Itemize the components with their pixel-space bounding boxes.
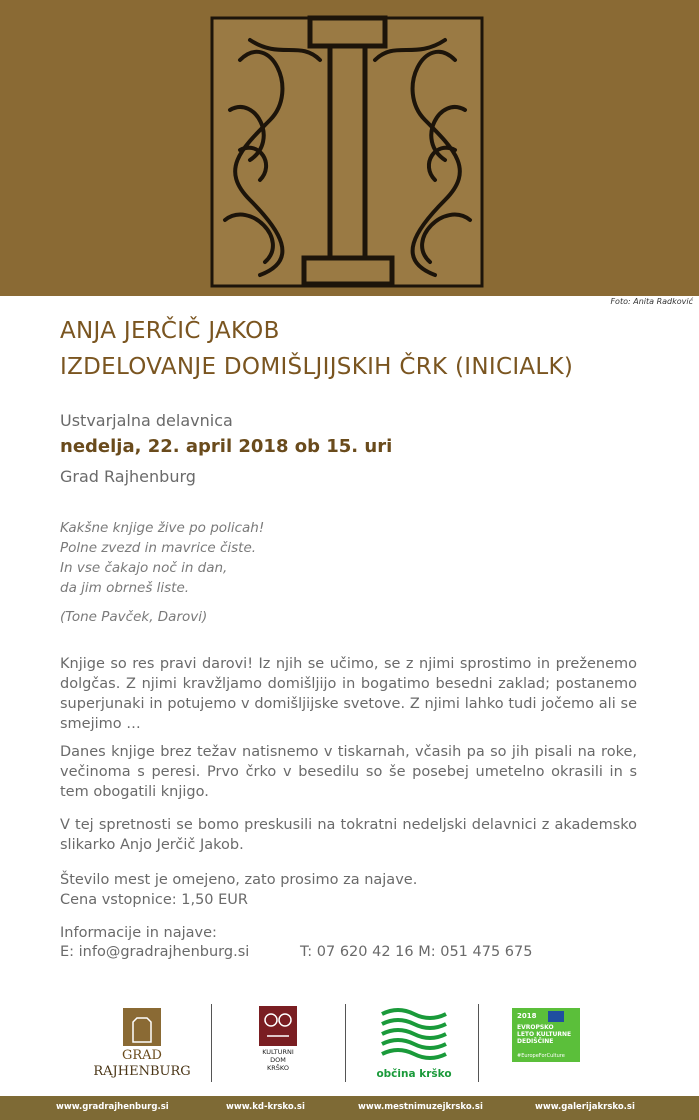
seats-limited-note: Število mest je omejeno, zato prosimo za najave.: [60, 872, 418, 888]
kd-line-3: KRŠKO: [267, 1064, 289, 1072]
partner-logos: [0, 1000, 699, 1090]
logo-divider: [478, 1004, 479, 1082]
eu-hashtag: #EuropeForCulture: [517, 1053, 565, 1059]
body-paragraph-2: Danes knjige brez težav natisnemo v tiskarnah, včasih pa so jih pisali na roke, večinoma s peresi. Prvo črko v besedilu so še posebej umetelno okrasili in s tem obogatili knjigo.: [60, 744, 637, 800]
kulturni-dom-krsko-logo[interactable]: [253, 1006, 303, 1082]
footer-links-bar: [0, 1096, 699, 1120]
event-title: IZDELOVANJE DOMIŠLJIJSKIH ČRK (INICIALK): [60, 354, 574, 380]
eu-logo-text: [517, 1024, 571, 1045]
eu-flag-icon: [548, 1011, 564, 1022]
hero-banner: [0, 0, 699, 296]
eu-line-3: DEDIŠČINE: [517, 1038, 554, 1045]
wave-stripes-icon: [380, 1006, 448, 1064]
poem-line: Kakšne knjige žive po policah!: [60, 520, 265, 536]
poem: [60, 518, 264, 598]
poem-line: In vse čakajo noč in dan,: [60, 560, 228, 576]
kd-line-1: KULTURNI: [262, 1048, 294, 1056]
poem-line: Polne zvezd in mavrice čiste.: [60, 540, 257, 556]
obcina-krsko-logo[interactable]: [375, 1006, 453, 1082]
event-datetime: nedelja, 22. april 2018 ob 15. uri: [60, 436, 393, 457]
kd-emblem-icon: [259, 1006, 297, 1046]
logo-divider: [345, 1004, 346, 1082]
ornamental-initial-image: [0, 0, 699, 296]
footer-link-mestnimuzej[interactable]: www.mestnimuzejkrsko.si: [358, 1102, 483, 1112]
eu-line-2: LETO KULTURNE: [517, 1031, 572, 1038]
ticket-price: Cena vstopnice: 1,50 EUR: [60, 892, 248, 908]
kd-logo-text: [253, 1048, 303, 1072]
event-venue: Grad Rajhenburg: [60, 467, 196, 486]
kd-line-2: DOM: [270, 1056, 286, 1064]
castle-tower-icon: [123, 1008, 161, 1046]
contact-email[interactable]: E: info@gradrajhenburg.si: [60, 944, 250, 960]
contact-phones: T: 07 620 42 16 M: 051 475 675: [300, 944, 533, 960]
body-paragraph-4: [60, 870, 637, 910]
photo-credit: Foto: Anita Radković: [610, 297, 693, 306]
poem-source: (Tone Pavček, Darovi): [60, 609, 208, 625]
poem-line: da jim obrneš liste.: [60, 580, 190, 596]
body-paragraph-3: V tej spretnosti se bomo preskusili na tokratni nedeljski delavnici z akademsko slikarko Anjo Jerčič Jakob.: [60, 817, 637, 853]
grad-logo-text-top: GRAD: [122, 1048, 162, 1063]
artist-name: ANJA JERČIČ JAKOB: [60, 318, 280, 344]
obcina-logo-text: občina krško: [376, 1068, 452, 1080]
logo-divider: [211, 1004, 212, 1082]
eu-year: 2018: [517, 1012, 537, 1020]
info-heading: Informacije in najave:: [60, 925, 217, 941]
grad-logo-text-bottom: RAJHENBURG: [93, 1064, 191, 1079]
body-paragraph-1: Knjige so res pravi darovi! Iz njih se učimo, se z njimi sprostimo in preženemo dolgčas. Z njimi kravžljamo domišljijo in bogatimo besedni zaklad; postanemo superjunaki in potujemo v domišljijske svetove. Z njimi lahko tudi jočemo ali se smejimo …: [60, 656, 637, 732]
footer-link-galerija[interactable]: www.galerijakrsko.si: [535, 1102, 635, 1112]
event-type: Ustvarjalna delavnica: [60, 411, 233, 430]
grad-rajhenburg-logo[interactable]: [90, 1006, 194, 1082]
eu-line-1: EVROPSKO: [517, 1024, 554, 1031]
footer-link-kd-krsko[interactable]: www.kd-krsko.si: [226, 1102, 305, 1112]
footer-link-gradrajhenburg[interactable]: www.gradrajhenburg.si: [56, 1102, 169, 1112]
eu-cultural-heritage-logo[interactable]: [512, 1008, 580, 1062]
